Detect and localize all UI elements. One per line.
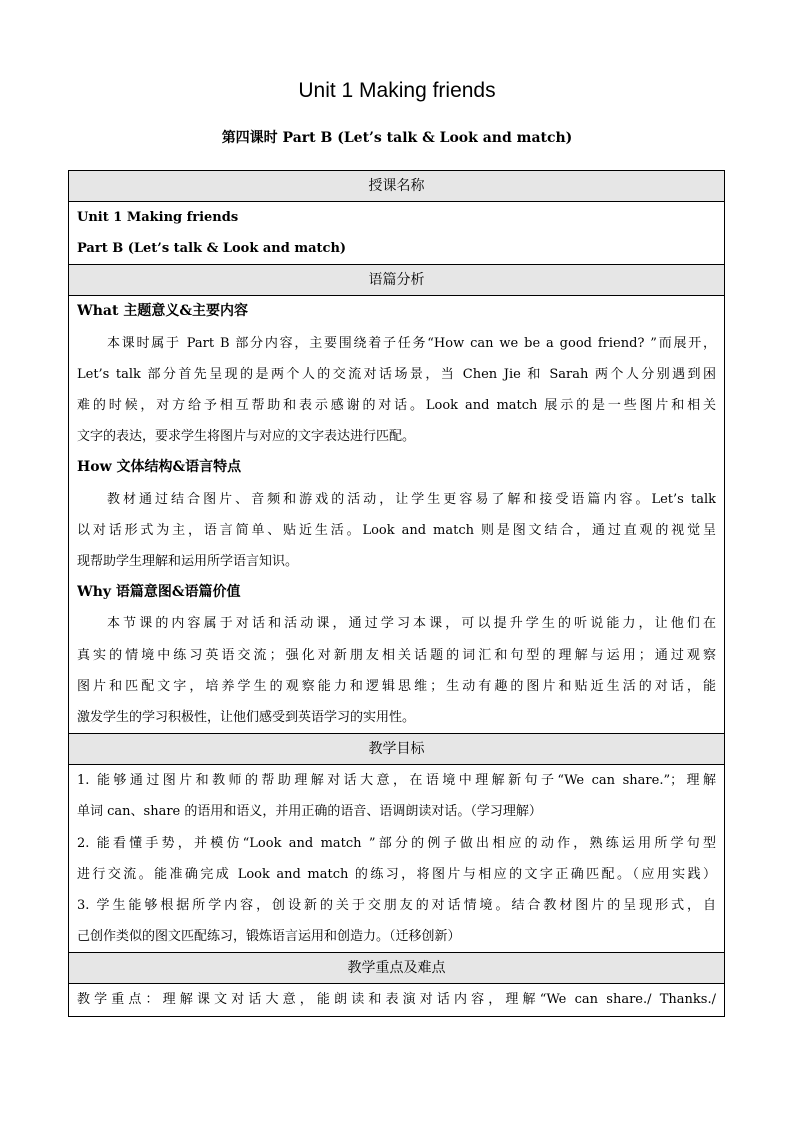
objective-line: 己创作类似的图文匹配练习，锻炼语言运用和创造力。（迁移创新） xyxy=(77,929,461,945)
paragraph-line: 真实的情境中练习英语交流；强化对新朋友相关话题的词汇和句型的理解与运用；通过观察 xyxy=(77,647,716,663)
paragraph-line: 难的时候，对方给予相互帮助和表示感谢的对话。Look and match 展示的是一些图片和相关 xyxy=(77,398,716,414)
paragraph-line: 图片和匹配文字，培养学生的观察能力和逻辑思维；生动有趣的图片和贴近生活的对话，能 xyxy=(77,678,716,694)
key-points-header: 教学重点及难点 xyxy=(69,953,725,984)
what-heading: What 主题意义&主要内容 xyxy=(77,303,248,320)
analysis-header: 语篇分析 xyxy=(69,265,725,296)
paragraph-line: 教材通过结合图片、音频和游戏的活动，让学生更容易了解和接受语篇内容。Let’s talk xyxy=(107,491,716,507)
document-subtitle: 第四课时 Part B (Let’s talk & Look and match) xyxy=(221,130,573,146)
objective-line: 2. 能看懂手势，并模仿“Look and match ”部分的例子做出相应的动作，熟练运用所学句型 xyxy=(77,835,716,851)
section-header-row xyxy=(69,265,725,296)
lesson-plan-table xyxy=(68,170,725,1017)
course-name-line: Unit 1 Making friends xyxy=(77,210,239,225)
paragraph-line: 文字的表达，要求学生将图片与对应的文字表达进行匹配。 xyxy=(77,429,416,445)
analysis-row xyxy=(69,296,725,734)
paragraph-line: 本节课的内容属于对话和活动课，通过学习本课，可以提升学生的听说能力，让他们在 xyxy=(107,616,716,632)
key-point-line: 教学重点：理解课文对话大意，能朗读和表演对话内容，理解“We can share./ Thanks./ xyxy=(77,992,716,1008)
key-points-cell xyxy=(69,984,725,1016)
objectives-row xyxy=(69,765,725,953)
analysis-cell xyxy=(69,296,725,734)
objective-line: 1. 能够通过图片和教师的帮助理解对话大意，在语境中理解新句子“We can share.”；理解 xyxy=(77,773,716,789)
objective-line: 进行交流。能准确完成 Look and match 的练习，将图片与相应的文字正确匹配。（应用实践） xyxy=(77,866,716,882)
objectives-header: 教学目标 xyxy=(69,734,725,765)
course-name-row xyxy=(69,202,725,265)
section-header-row xyxy=(69,171,725,202)
paragraph-line: 现帮助学生理解和运用所学语言知识。 xyxy=(77,554,299,570)
course-name-cell xyxy=(69,202,725,265)
paragraph-line: 以对话形式为主，语言简单、贴近生活。Look and match 则是图文结合，通过直观的视觉呈 xyxy=(77,522,716,538)
paragraph-line: 本课时属于 Part B 部分内容，主要围绕着子任务“How can we be a good friend? ”而展开， xyxy=(107,335,716,351)
objectives-cell xyxy=(69,765,725,953)
objective-line: 3. 学生能够根据所学内容，创设新的关于交朋友的对话情境。结合教材图片的呈现形式，自 xyxy=(77,898,716,914)
paragraph-line: 激发学生的学习积极性，让他们感受到英语学习的实用性。 xyxy=(77,710,416,726)
key-points-row xyxy=(69,984,725,1016)
document-title: Unit 1 Making friends xyxy=(298,79,496,102)
section-header-row xyxy=(69,734,725,765)
how-heading: How 文体结构&语言特点 xyxy=(77,459,242,476)
course-name-line: Part B (Let’s talk & Look and match) xyxy=(77,241,347,257)
objective-line: 单词 can、share 的语用和语义，并用正确的语音、语调朗读对话。（学习理解） xyxy=(77,804,542,820)
why-heading: Why 语篇意图&语篇价值 xyxy=(77,584,241,601)
section-header-row xyxy=(69,953,725,984)
course-name-header: 授课名称 xyxy=(69,171,725,202)
paragraph-line: Let’s talk 部分首先呈现的是两个人的交流对话场景，当 Chen Jie 和 Sarah 两个人分别遇到困 xyxy=(77,366,716,382)
